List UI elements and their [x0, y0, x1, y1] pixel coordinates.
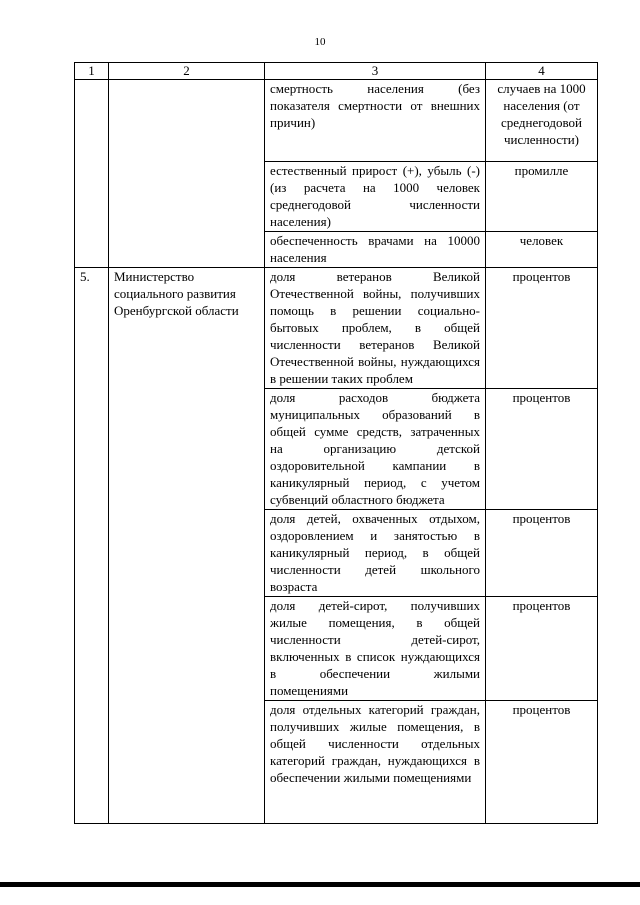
- group-number: 5.: [75, 268, 109, 824]
- indicator-cell: естественный прирост (+), убыль (-) (из расчета на 1000 человек среднегодовой численности населения): [265, 162, 486, 232]
- unit-cell: промилле: [486, 162, 598, 232]
- unit-cell: процентов: [486, 510, 598, 597]
- page-number: 10: [314, 36, 326, 48]
- indicator-cell: смертность населения (без показателя смертности от внешних причин): [265, 80, 486, 162]
- unit-cell: процентов: [486, 597, 598, 701]
- indicator-cell: доля детей-сирот, получивших жилые помещения, в общей численности детей-сирот, включенных в список нуждающихся в обеспечении жилыми помещениями: [265, 597, 486, 701]
- unit-cell: человек: [486, 232, 598, 268]
- table-row: [75, 268, 598, 389]
- indicator-cell: доля расходов бюджета муниципальных образований в общей сумме средств, затраченных на организацию детской оздоровительной кампании в каникулярный период, с учетом субвенций областного бюджета: [265, 389, 486, 510]
- unit-cell: процентов: [486, 268, 598, 389]
- name-cell: [109, 80, 265, 268]
- number-cell: [75, 80, 109, 268]
- table-header-row: [75, 63, 598, 80]
- indicator-cell: доля детей, охваченных отдыхом, оздоровлением и занятостью в каникулярный период, в общей численности детей школьного возраста: [265, 510, 486, 597]
- ministry-name: Министерство социального развития Оренбургской области: [109, 268, 265, 824]
- indicator-cell: обеспеченность врачами на 10000 населения: [265, 232, 486, 268]
- column-header: 4: [486, 63, 598, 80]
- bottom-rule: [0, 882, 640, 887]
- unit-cell: случаев на 1000 населения (от среднегодовой численности): [486, 80, 598, 162]
- unit-cell: процентов: [486, 701, 598, 824]
- indicator-cell: доля отдельных категорий граждан, получивших жилые помещения, в общей численности отдельных категорий граждан, нуждающихся в обеспечении жилыми помещениями: [265, 701, 486, 824]
- indicators-table: [74, 62, 598, 824]
- column-header: 2: [109, 63, 265, 80]
- table-row: [75, 80, 598, 162]
- column-header: 1: [75, 63, 109, 80]
- unit-cell: процентов: [486, 389, 598, 510]
- column-header: 3: [265, 63, 486, 80]
- indicator-cell: доля ветеранов Великой Отечественной войны, получивших помощь в решении социально-бытовых проблем, в общей численности ветеранов Великой Отечественной войны, нуждающихся в решении таких проблем: [265, 268, 486, 389]
